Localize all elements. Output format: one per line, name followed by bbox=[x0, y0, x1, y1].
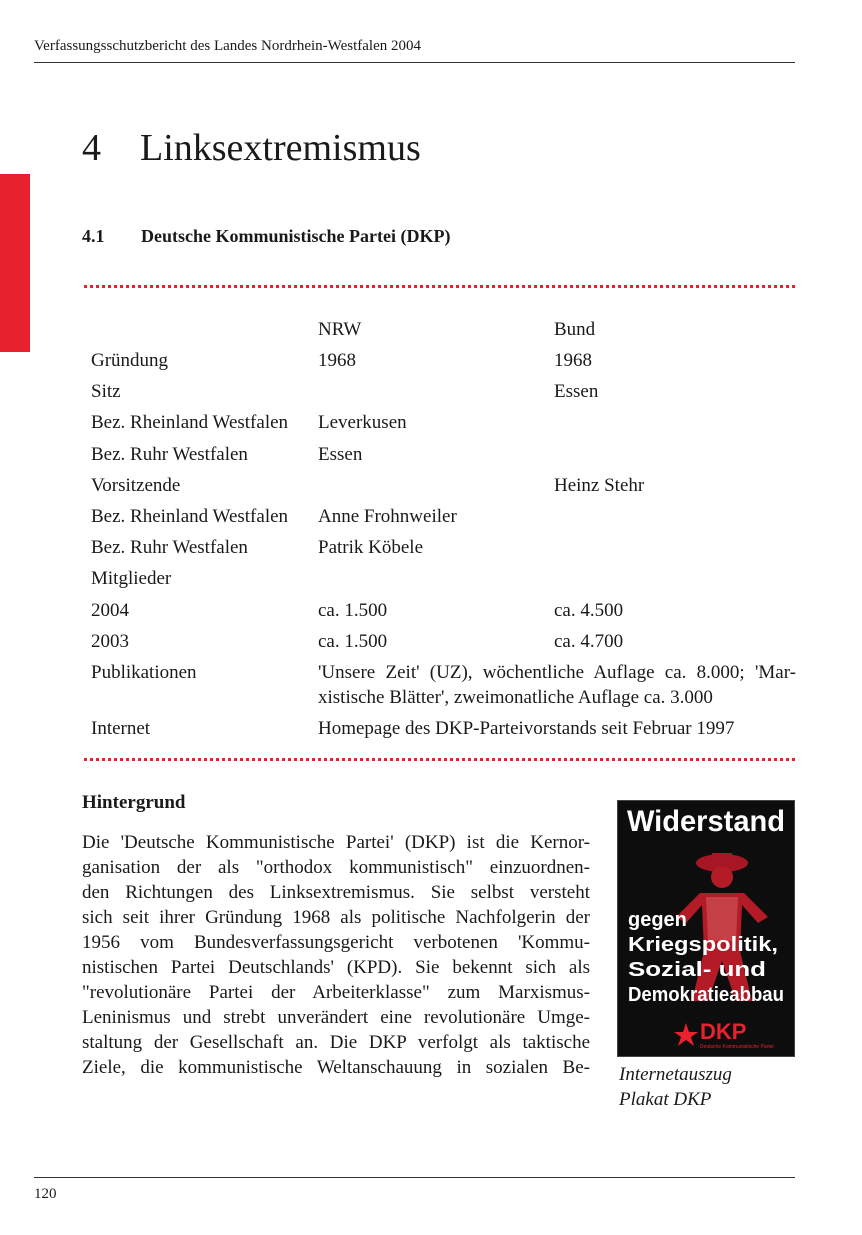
row-label: Bez. Rheinland Westfalen bbox=[91, 506, 289, 527]
table-bottom-dotted-rule bbox=[84, 758, 795, 761]
row-label: Bez. Rheinland Westfalen bbox=[91, 412, 289, 434]
poster-line-3: Sozial- und bbox=[628, 959, 766, 981]
internet-text: Homepage des DKP-Parteivorstands seit Februar 1997 bbox=[318, 718, 735, 739]
row-label: Gründung bbox=[91, 350, 169, 371]
table-top-dotted-rule bbox=[84, 285, 795, 288]
paragraph-line: 1956 vom Bundesverfassungsgericht verbotenen 'Kommu- bbox=[82, 932, 590, 953]
row-label: Sitz bbox=[91, 381, 121, 403]
dkp-poster-image bbox=[617, 800, 795, 1057]
paragraph-line: sich seit ihrer Gründung 1968 als politische Nachfolgerin der bbox=[82, 907, 590, 928]
paragraph-line: "revolutionäre Partei der Arbeiterklasse" zum Marxismus- bbox=[82, 982, 590, 1003]
row-value-bund: ca. 4.700 bbox=[554, 630, 624, 652]
row-label: Internet bbox=[91, 718, 151, 739]
poster-party-subtitle: Deutsche Kommunistische Partei bbox=[700, 1044, 774, 1050]
row-label: Bez. Ruhr Westfalen bbox=[91, 537, 248, 559]
row-label: Vorsitzende bbox=[91, 474, 181, 496]
caption-line-2: Plakat DKP bbox=[619, 1089, 712, 1110]
running-header: Verfassungsschutzbericht des Landes Nordrhein-Westfalen 2004 bbox=[34, 38, 422, 54]
column-header-nrw: NRW bbox=[318, 319, 362, 340]
poster-line-2: Kriegspolitik, bbox=[628, 934, 778, 956]
background-paragraph bbox=[82, 830, 590, 1080]
paragraph-line: Die 'Deutsche Kommunistische Partei' (DKP) ist die Kernor- bbox=[82, 832, 590, 853]
section-title: Deutsche Kommunistische Partei (DKP) bbox=[141, 226, 451, 246]
row-value-nrw: Anne Frohnweiler bbox=[318, 506, 457, 527]
row-label: 2004 bbox=[91, 599, 129, 621]
header-rule bbox=[34, 62, 795, 63]
row-value-nrw: ca. 1.500 bbox=[318, 599, 388, 621]
row-value-nrw: ca. 1.500 bbox=[318, 630, 388, 652]
poster-graphic bbox=[618, 801, 794, 1056]
chapter-number: 4 bbox=[82, 127, 101, 169]
caption-line-1: Internetauszug bbox=[619, 1064, 732, 1085]
paragraph-line: Ziele, die kommunistische Weltanschauung in sozialen Be- bbox=[82, 1057, 590, 1078]
row-value-nrw: Leverkusen bbox=[318, 412, 407, 434]
row-value-bund: Essen bbox=[554, 381, 599, 403]
row-value-bund: ca. 4.500 bbox=[554, 599, 624, 621]
chapter-title: Linksextremismus bbox=[140, 127, 421, 169]
footer-rule bbox=[34, 1177, 795, 1178]
poster-caption bbox=[619, 1062, 732, 1112]
poster-line-1: gegen bbox=[628, 909, 687, 931]
row-label: 2003 bbox=[91, 630, 129, 652]
section-heading bbox=[82, 226, 450, 247]
poster-line-4: Demokratieabbau bbox=[628, 984, 784, 1006]
chapter-heading bbox=[82, 124, 421, 172]
poster-party-name: DKP bbox=[700, 1019, 747, 1044]
row-label: Bez. Ruhr Westfalen bbox=[91, 443, 248, 465]
page-number: 120 bbox=[34, 1186, 57, 1202]
row-value-bund: 1968 bbox=[554, 350, 592, 371]
chapter-side-tab bbox=[0, 174, 30, 352]
row-label: Mitglieder bbox=[91, 568, 172, 590]
row-value-nrw: 1968 bbox=[318, 350, 356, 371]
row-value-nrw: Essen bbox=[318, 443, 363, 465]
paragraph-line: den Richtungen des Linksextremismus. Sie selbst versteht bbox=[82, 882, 590, 903]
row-value-nrw: Patrik Köbele bbox=[318, 537, 424, 559]
paragraph-line: Leninismus und strebt unverändert eine revolutionäre Umge- bbox=[82, 1007, 590, 1028]
column-header-bund: Bund bbox=[554, 319, 596, 340]
row-value-bund: Heinz Stehr bbox=[554, 474, 645, 496]
publikationen-text: 'Unsere Zeit' (UZ), wöchentliche Auflage ca. 8.000; 'Mar-xistische Blätter', zweimonatliche Auflage ca. 3.000 bbox=[318, 662, 796, 708]
paragraph-line: nistischen Partei Deutschlands' (KPD). Sie bekennt sich als bbox=[82, 957, 590, 978]
paragraph-line: ganisation der als "orthodox kommunistisch" einzuordnen- bbox=[82, 857, 590, 878]
background-heading: Hintergrund bbox=[82, 792, 186, 813]
row-label: Publikationen bbox=[91, 662, 197, 683]
section-number: 4.1 bbox=[82, 226, 105, 246]
poster-headline: Widerstand bbox=[627, 805, 785, 838]
paragraph-line: staltung der Gesellschaft an. Die DKP verfolgt als taktische bbox=[82, 1032, 590, 1053]
